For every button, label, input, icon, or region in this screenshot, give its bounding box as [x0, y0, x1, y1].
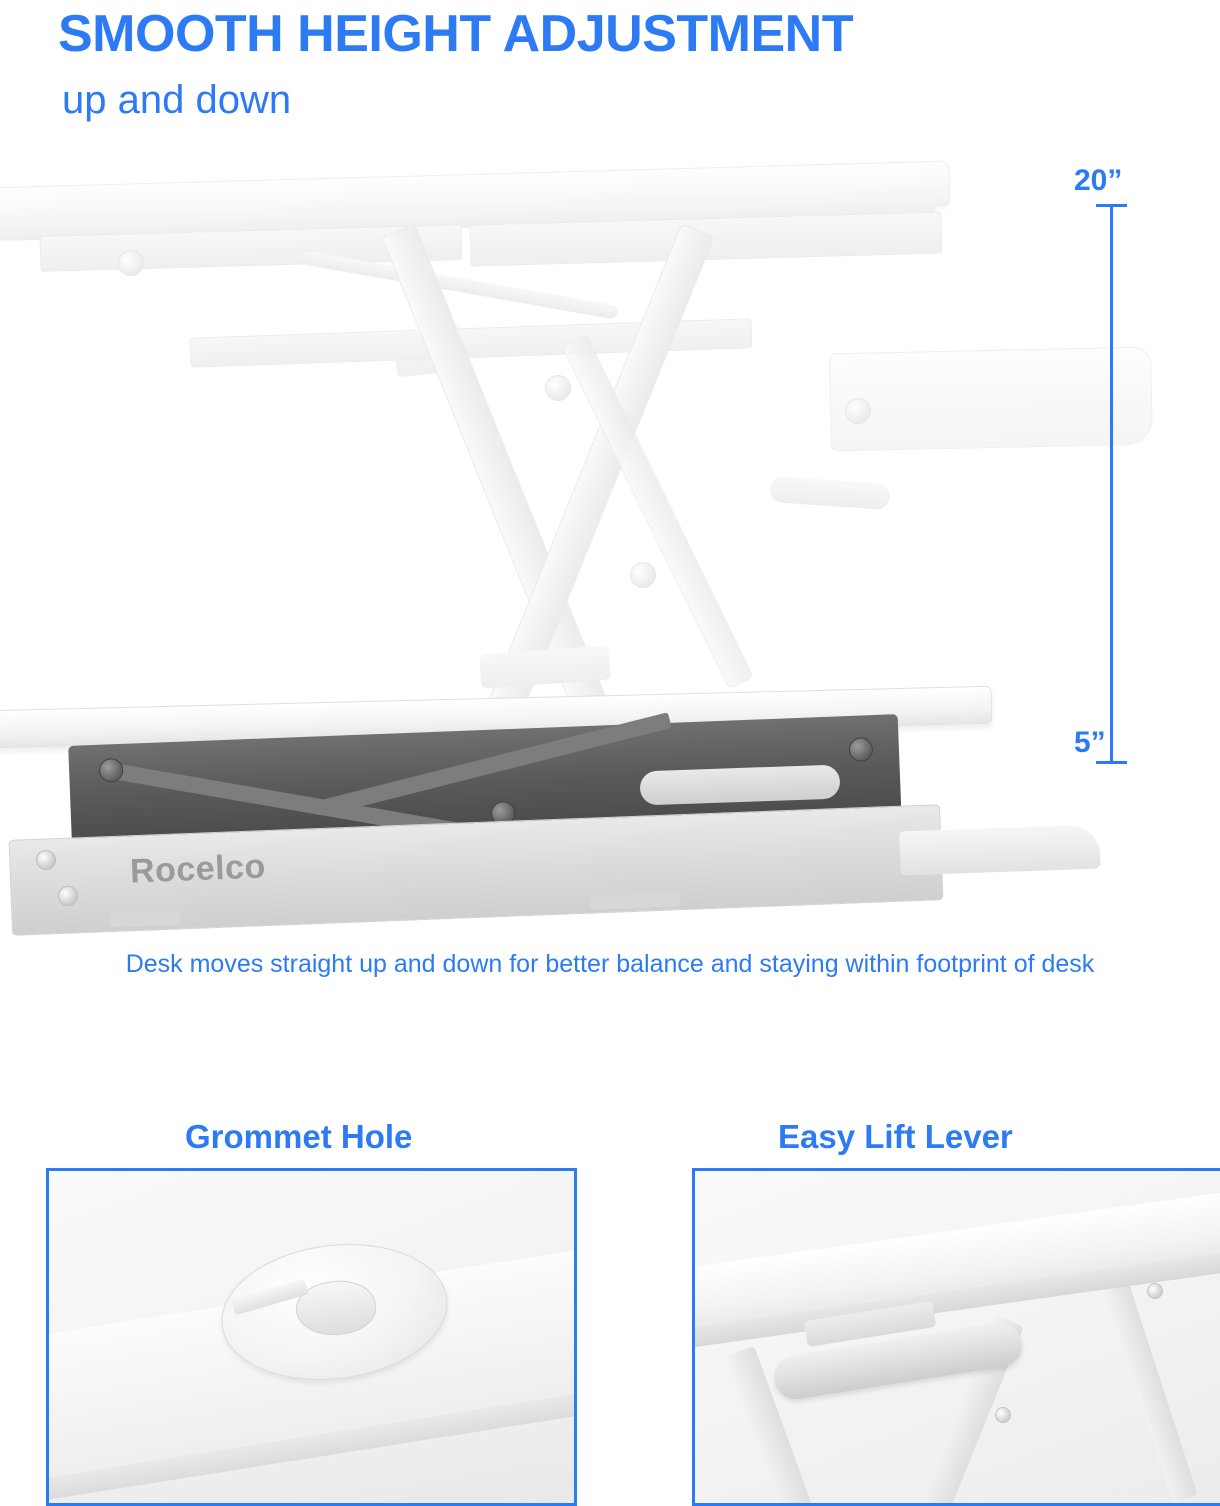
height-dimension-scale: [1066, 150, 1186, 830]
panel-title-easy-lift-lever: Easy Lift Lever: [778, 1118, 1013, 1155]
lever-pin-center: [995, 1407, 1011, 1423]
base-extension-leg: [899, 825, 1100, 876]
panel-easy-lift-lever: [692, 1168, 1220, 1506]
dimension-label-min: 5”: [1074, 726, 1106, 759]
panel-title-grommet-hole: Grommet Hole: [185, 1118, 413, 1155]
panel-grommet-hole: [46, 1168, 577, 1506]
page-title: SMOOTH HEIGHT ADJUSTMENT: [58, 5, 853, 63]
base-screw-top: [36, 850, 56, 870]
standing-desk-illustration: [0, 150, 1220, 960]
easy-lift-lever[interactable]: [639, 765, 840, 806]
lever-pin-right: [1147, 1283, 1163, 1299]
dimension-label-max: 20”: [1074, 164, 1123, 197]
page-subtitle: up and down: [62, 78, 292, 122]
scissor-pivot-mid: [545, 375, 571, 401]
dimension-tick-top: [1096, 204, 1127, 207]
frame-bolt-right: [848, 737, 873, 762]
scissor-pivot-top-left: [118, 250, 144, 276]
scissor-pivot-center: [630, 562, 656, 588]
rubber-foot-left: [110, 911, 180, 927]
brand-logo: Rocelco: [129, 847, 267, 891]
raised-lift-lever: [769, 476, 891, 510]
base-screw-bottom: [58, 886, 78, 906]
hero-caption: Desk moves straight up and down for better balance and staying within footprint of desk: [125, 950, 1095, 978]
dimension-line: [1110, 204, 1113, 764]
dimension-tick-bottom: [1096, 761, 1127, 764]
scissor-pivot-top-right: [845, 398, 871, 424]
